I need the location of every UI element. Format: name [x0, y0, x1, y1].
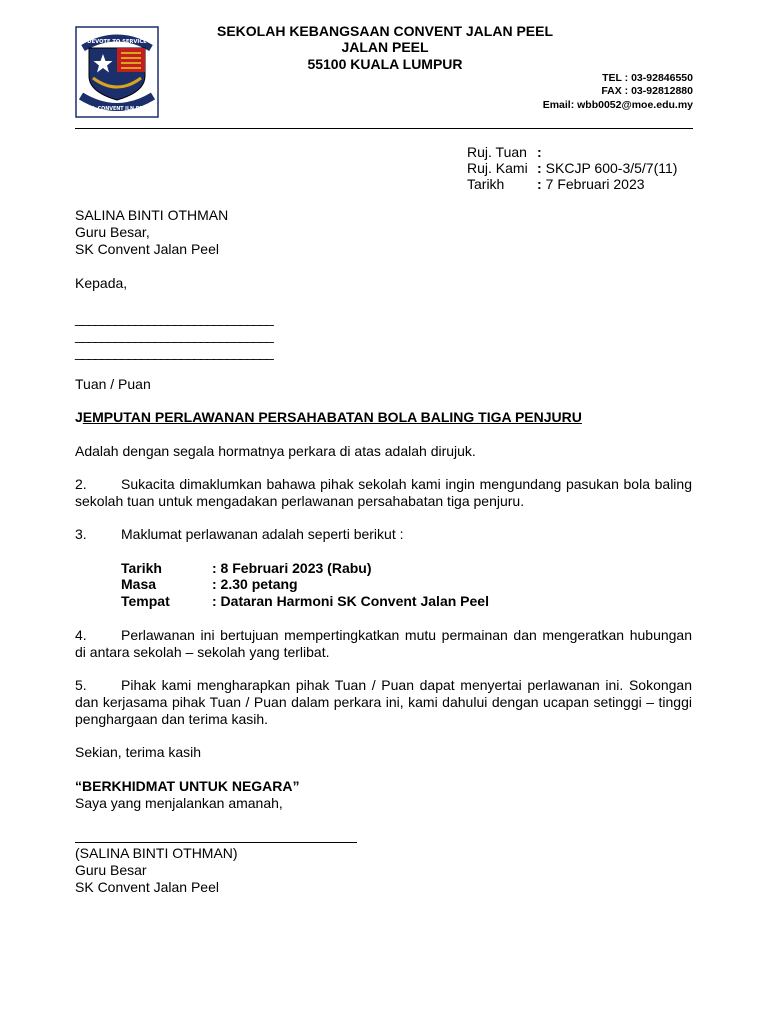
- detail-tempat-value: : Dataran Harmoni SK Convent Jalan Peel: [212, 593, 489, 609]
- paragraph-4-text: Perlawanan ini bertujuan mempertingkatkan mutu permainan dan mengeratkan hubungan di antara sekolah – sekolah yang terlibat.: [75, 627, 692, 660]
- recipient-blank-line-2: ______________________________: [75, 327, 273, 343]
- sender-name: SALINA BINTI OTHMAN: [75, 207, 229, 223]
- tarikh-value: 7 Februari 2023: [545, 176, 645, 192]
- detail-tarikh: [121, 560, 372, 577]
- subject-line: [75, 409, 582, 426]
- paragraph-3: [75, 526, 404, 543]
- paragraph-3-number: 3.: [75, 526, 87, 542]
- paragraph-5-number: 5.: [75, 677, 87, 693]
- tarikh-colon: :: [537, 176, 542, 192]
- paragraph-4: [75, 627, 692, 661]
- detail-tempat: [121, 593, 489, 610]
- paragraph-3-text: Maklumat perlawanan adalah seperti berikut :: [121, 526, 404, 542]
- paragraph-5: [75, 677, 692, 728]
- closing-trust: Saya yang menjalankan amanah,: [75, 795, 283, 811]
- school-name: SEKOLAH KEBANGSAAN CONVENT JALAN PEEL: [216, 23, 554, 39]
- sender-position: Guru Besar,: [75, 224, 150, 240]
- detail-tarikh-value: : 8 Februari 2023 (Rabu): [212, 560, 372, 576]
- paragraph-4-number: 4.: [75, 627, 87, 643]
- paragraph-2-number: 2.: [75, 476, 87, 492]
- recipient-blank-line-3: ______________________________: [75, 344, 273, 360]
- ruj-kami-value: SKCJP 600-3/5/7(11): [545, 160, 678, 176]
- email-address: Email: wbb0052@moe.edu.my: [542, 99, 693, 111]
- ref-ruj-tuan: [467, 144, 546, 160]
- closing-thanks: Sekian, terima kasih: [75, 744, 202, 760]
- signature-line: [75, 842, 357, 843]
- ruj-kami-label: Ruj. Kami: [467, 160, 528, 176]
- motto: “BERKHIDMAT UNTUK NEGARA”: [75, 778, 300, 794]
- detail-tarikh-label: Tarikh: [121, 560, 162, 576]
- paragraph-2: [75, 476, 692, 510]
- detail-tempat-label: Tempat: [121, 593, 170, 609]
- paragraph-2-text: Sukacita dimaklumkan bahawa pihak sekolah kami ingin mengundang pasukan bola baling sekolah tuan untuk mengadakan perlawanan persahabatan tiga penjuru.: [75, 476, 692, 509]
- paragraph-1: Adalah dengan segala hormatnya perkara di atas adalah dirujuk.: [75, 443, 476, 459]
- detail-masa-label: Masa: [121, 576, 157, 592]
- ruj-tuan-colon: :: [537, 144, 542, 160]
- paragraph-5-text: Pihak kami mengharapkan pihak Tuan / Puan dapat menyertai perlawanan ini. Sokongan dan kerjasama pihak Tuan / Puan dalam perkara ini, kami dahului dengan ucapan setinggi – tinggi penghargaan dan terima kasih.: [75, 677, 692, 727]
- ruj-tuan-label: Ruj. Tuan: [467, 144, 527, 160]
- sender-school: SK Convent Jalan Peel: [75, 241, 219, 257]
- subject-text: EMPUTAN PERLAWANAN PERSAHABATAN BOLA BALING TIGA PENJURU: [82, 409, 582, 425]
- school-street: JALAN PEEL: [341, 39, 429, 55]
- signatory-school: SK Convent Jalan Peel: [75, 879, 219, 895]
- fax-number: FAX : 03-92812880: [601, 85, 693, 97]
- logo-top-text: DEVOTE TO SERVICE: [87, 39, 147, 45]
- school-crest-logo: [75, 26, 159, 118]
- detail-masa: [121, 576, 298, 593]
- recipient-blank-line-1: ______________________________: [75, 310, 273, 326]
- kepada-label: Kepada,: [75, 275, 128, 291]
- signatory-name: (SALINA BINTI OTHMAN): [75, 845, 238, 861]
- school-city: 55100 KUALA LUMPUR: [307, 56, 463, 72]
- detail-masa-value: : 2.30 petang: [212, 576, 298, 592]
- subject-lead: J: [75, 409, 83, 425]
- tel-number: TEL : 03-92846550: [602, 72, 693, 84]
- header-divider: [75, 128, 693, 129]
- ruj-kami-colon: :: [537, 160, 542, 176]
- logo-bottom-text: S.K. CONVENT JLN PEEL: [85, 107, 149, 112]
- ref-tarikh: [467, 176, 645, 192]
- signatory-position: Guru Besar: [75, 862, 147, 878]
- salutation: Tuan / Puan: [75, 376, 151, 392]
- tarikh-label: Tarikh: [467, 176, 505, 192]
- ref-ruj-kami: [467, 160, 677, 176]
